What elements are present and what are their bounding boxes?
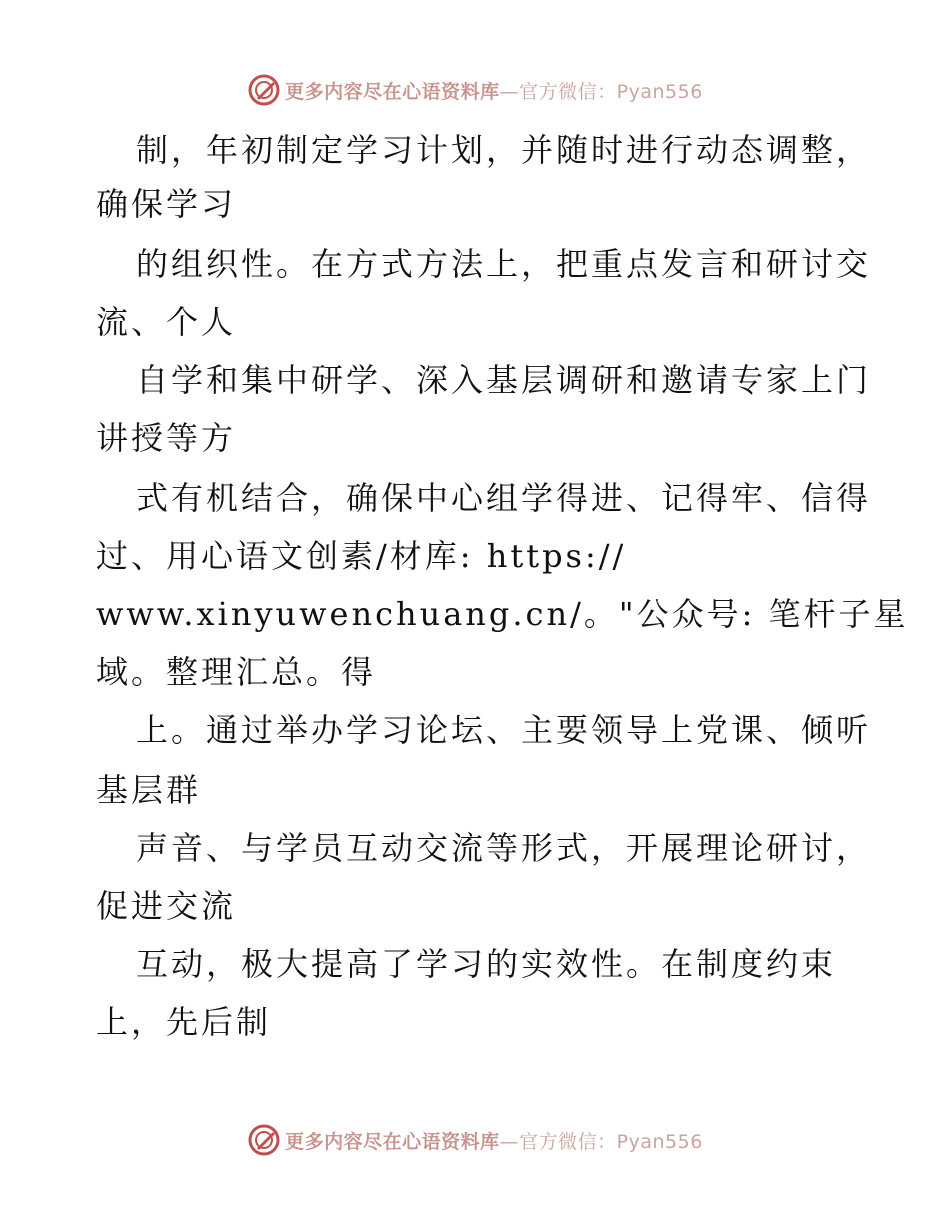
banner-wechat: —官方微信：Pyan556 xyxy=(499,80,703,103)
text-line: 基层群 xyxy=(96,771,202,809)
text-line: 上。通过举办学习论坛、主要领导上党课、倾听 xyxy=(136,711,872,749)
banner-text xyxy=(285,77,703,104)
text-line: 制，年初制定学习计划，并随时进行动态调整， xyxy=(136,131,872,169)
text-line: 流、个人 xyxy=(96,303,237,341)
text-line: 确保学习 xyxy=(96,185,237,223)
text-line: 讲授等方 xyxy=(96,419,237,457)
logo-icon xyxy=(247,1123,281,1157)
banner-wechat: —官方微信：Pyan556 xyxy=(499,1130,703,1153)
text-line: 的组织性。在方式方法上，把重点发言和研讨交 xyxy=(136,245,872,283)
banner-lead: 更多内容尽在心语资料库 xyxy=(285,80,500,103)
text-line: www.xinyuwenchuang.cn/。"公众号: 笔杆子星 xyxy=(96,595,909,633)
logo-icon xyxy=(247,73,281,107)
text-line: 促进交流 xyxy=(96,887,237,925)
text-line: 域。整理汇总。得 xyxy=(96,653,377,691)
footer-banner xyxy=(0,1120,950,1160)
text-line: 式有机结合，确保中心组学得进、记得牢、信得 xyxy=(136,479,872,517)
text-line: 过、用心语文创素/材库: https:// xyxy=(96,537,627,575)
banner-lead: 更多内容尽在心语资料库 xyxy=(285,1130,500,1153)
text-line: 声音、与学员互动交流等形式，开展理论研讨， xyxy=(136,829,872,867)
banner-text xyxy=(285,1127,703,1154)
text-line: 互动，极大提高了学习的实效性。在制度约束 xyxy=(136,945,837,983)
text-line: 自学和集中研学、深入基层调研和邀请专家上门 xyxy=(136,361,872,399)
header-banner xyxy=(0,70,950,110)
text-line: 上，先后制 xyxy=(96,1003,272,1041)
